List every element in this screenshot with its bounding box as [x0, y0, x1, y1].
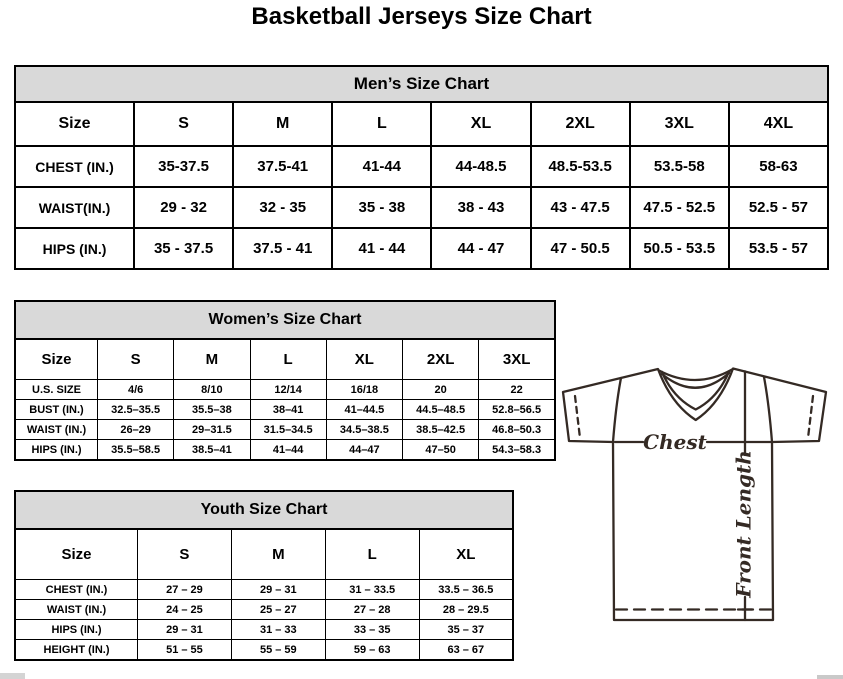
column-header: S: [98, 339, 174, 380]
size-value-cell: 54.3–58.3: [479, 440, 555, 461]
size-value-cell: 22: [479, 380, 555, 400]
column-header: Size: [15, 102, 134, 146]
size-value-cell: 46.8–50.3: [479, 420, 555, 440]
size-value-cell: 41 - 44: [332, 228, 431, 269]
size-value-cell: 50.5 - 53.5: [630, 228, 729, 269]
size-value-cell: 29 - 32: [134, 187, 233, 228]
size-value-cell: 20: [403, 380, 479, 400]
column-header: Size: [15, 529, 138, 580]
row-label: HIPS (IN.): [15, 228, 134, 269]
size-value-cell: 4/6: [98, 380, 174, 400]
left-cuff-dashed-line: [575, 396, 580, 438]
size-value-cell: 44–47: [326, 440, 402, 461]
scrollbar-fragment-left[interactable]: [0, 673, 25, 679]
row-label: BUST (IN.): [15, 400, 98, 420]
table-row: [15, 380, 555, 400]
mens-size-chart: [14, 65, 829, 270]
table-row: [15, 400, 555, 420]
size-value-cell: 43 - 47.5: [531, 187, 630, 228]
column-header: M: [231, 529, 325, 580]
column-header: M: [233, 102, 332, 146]
scrollbar-fragment-right[interactable]: [817, 675, 843, 679]
column-header: Size: [15, 339, 98, 380]
header-row: [15, 529, 513, 580]
size-value-cell: 31 – 33: [231, 620, 325, 640]
size-value-cell: 35 - 37.5: [134, 228, 233, 269]
size-value-cell: 44.5–48.5: [403, 400, 479, 420]
column-header: L: [250, 339, 326, 380]
size-value-cell: 63 – 67: [419, 640, 513, 661]
size-value-cell: 29 – 31: [138, 620, 232, 640]
size-value-cell: 8/10: [174, 380, 250, 400]
row-label: CHEST (IN.): [15, 580, 138, 600]
column-header: 2XL: [531, 102, 630, 146]
size-value-cell: 51 – 55: [138, 640, 232, 661]
womens-size-chart: [14, 300, 556, 461]
front-length-label: Front Length: [731, 450, 756, 598]
right-cuff-dashed-line: [808, 396, 813, 438]
page-title: Basketball Jerseys Size Chart: [251, 3, 592, 30]
size-value-cell: 35.5–58.5: [98, 440, 174, 461]
size-value-cell: 41–44: [250, 440, 326, 461]
row-label: WAIST (IN.): [15, 600, 138, 620]
size-value-cell: 44 - 47: [431, 228, 530, 269]
row-label: HIPS (IN.): [15, 440, 98, 461]
size-value-cell: 35 - 38: [332, 187, 431, 228]
size-value-cell: 38 - 43: [431, 187, 530, 228]
row-label: CHEST (IN.): [15, 146, 134, 187]
size-value-cell: 41–44.5: [326, 400, 402, 420]
right-armhole-seam: [764, 377, 772, 442]
jersey-measurement-diagram: [555, 356, 840, 641]
table-row: [15, 228, 828, 269]
size-value-cell: 52.5 - 57: [729, 187, 828, 228]
row-label: HEIGHT (IN.): [15, 640, 138, 661]
size-value-cell: 37.5-41: [233, 146, 332, 187]
size-value-cell: 24 – 25: [138, 600, 232, 620]
size-value-cell: 47.5 - 52.5: [630, 187, 729, 228]
size-value-cell: 12/14: [250, 380, 326, 400]
womens-size-table: [14, 338, 556, 461]
size-value-cell: 29 – 31: [231, 580, 325, 600]
jersey-outline: [563, 369, 826, 621]
size-value-cell: 31.5–34.5: [250, 420, 326, 440]
size-value-cell: 27 – 28: [325, 600, 419, 620]
size-value-cell: 52.8–56.5: [479, 400, 555, 420]
size-value-cell: 25 – 27: [231, 600, 325, 620]
youth-size-chart: [14, 490, 514, 661]
row-label: HIPS (IN.): [15, 620, 138, 640]
chest-label: Chest: [643, 430, 707, 454]
size-value-cell: 16/18: [326, 380, 402, 400]
size-value-cell: 28 – 29.5: [419, 600, 513, 620]
size-value-cell: 33 – 35: [325, 620, 419, 640]
womens-chart-header: Women’s Size Chart: [14, 300, 556, 338]
size-value-cell: 35.5–38: [174, 400, 250, 420]
size-value-cell: 59 – 63: [325, 640, 419, 661]
row-label: WAIST(IN.): [15, 187, 134, 228]
table-row: [15, 620, 513, 640]
size-value-cell: 37.5 - 41: [233, 228, 332, 269]
size-value-cell: 55 – 59: [231, 640, 325, 661]
size-value-cell: 35-37.5: [134, 146, 233, 187]
table-row: [15, 580, 513, 600]
size-value-cell: 35 – 37: [419, 620, 513, 640]
mens-chart-header: Men’s Size Chart: [14, 65, 829, 101]
size-value-cell: 32 - 35: [233, 187, 332, 228]
size-value-cell: 58-63: [729, 146, 828, 187]
left-armhole-seam: [613, 378, 621, 442]
size-value-cell: 47 - 50.5: [531, 228, 630, 269]
size-value-cell: 26–29: [98, 420, 174, 440]
size-value-cell: 38.5–41: [174, 440, 250, 461]
column-header: M: [174, 339, 250, 380]
column-header: L: [325, 529, 419, 580]
column-header: 4XL: [729, 102, 828, 146]
size-value-cell: 32.5–35.5: [98, 400, 174, 420]
size-value-cell: 34.5–38.5: [326, 420, 402, 440]
table-row: [15, 640, 513, 661]
column-header: XL: [431, 102, 530, 146]
row-label: WAIST (IN.): [15, 420, 98, 440]
size-value-cell: 27 – 29: [138, 580, 232, 600]
column-header: S: [138, 529, 232, 580]
row-label: U.S. SIZE: [15, 380, 98, 400]
size-value-cell: 47–50: [403, 440, 479, 461]
size-value-cell: 38–41: [250, 400, 326, 420]
header-row: [15, 102, 828, 146]
size-value-cell: 31 – 33.5: [325, 580, 419, 600]
table-row: [15, 420, 555, 440]
table-row: [15, 440, 555, 461]
table-row: [15, 187, 828, 228]
youth-size-table: [14, 528, 514, 661]
size-value-cell: 53.5 - 57: [729, 228, 828, 269]
table-row: [15, 600, 513, 620]
header-row: [15, 339, 555, 380]
column-header: 2XL: [403, 339, 479, 380]
size-value-cell: 44-48.5: [431, 146, 530, 187]
column-header: L: [332, 102, 431, 146]
table-row: [15, 146, 828, 187]
size-value-cell: 38.5–42.5: [403, 420, 479, 440]
size-value-cell: 29–31.5: [174, 420, 250, 440]
mens-size-table: [14, 101, 829, 270]
size-value-cell: 33.5 – 36.5: [419, 580, 513, 600]
size-value-cell: 48.5-53.5: [531, 146, 630, 187]
size-value-cell: 41-44: [332, 146, 431, 187]
column-header: 3XL: [479, 339, 555, 380]
column-header: 3XL: [630, 102, 729, 146]
column-header: S: [134, 102, 233, 146]
youth-chart-header: Youth Size Chart: [14, 490, 514, 528]
column-header: XL: [326, 339, 402, 380]
size-value-cell: 53.5-58: [630, 146, 729, 187]
column-header: XL: [419, 529, 513, 580]
